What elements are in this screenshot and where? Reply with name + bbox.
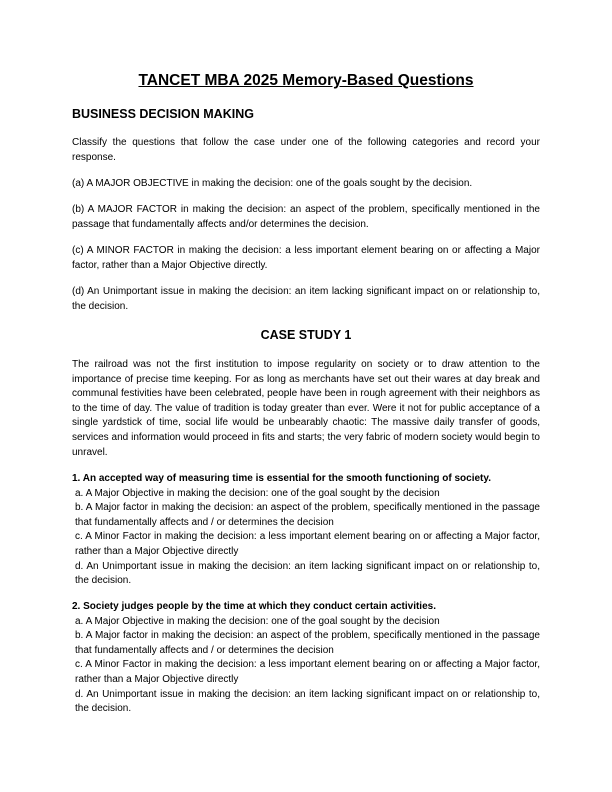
case-study-text: The railroad was not the first institution to impose regularity on society or to draw attention to the importance of precise time keeping. For as long as merchants have set out their wares at day break and communal festivities have been celebrated, people have been in rough agreement with their neighbors as to the time of day. The value of tradition is today greater than ever. Were it not for public acceptance of a single yardstick of time, social life would be unbearably chaotic: The massive daily transfer of goods, services and information would proceed in fits and starts; the very fabric of modern society would begin to unravel. xyxy=(72,359,540,458)
question-stem: 1. An accepted way of measuring time is essential for the smooth functioning of society. xyxy=(72,473,491,484)
instructions-paragraph: Classify the questions that follow the case under one of the following categories and record your response. xyxy=(72,137,540,163)
category-a: (a) A MAJOR OBJECTIVE in making the decision: one of the goals sought by the decision. xyxy=(72,178,473,189)
case-study-heading: CASE STUDY 1 xyxy=(260,328,352,342)
question-option: c. A Minor Factor in making the decision: a less important element bearing on or affecting a Major factor, rather than a Major Objective directly xyxy=(75,531,540,557)
question-2 xyxy=(72,600,540,717)
question-option: c. A Minor Factor in making the decision: a less important element bearing on or affecting a Major factor, rather than a Major Objective directly xyxy=(75,659,540,685)
page-title: TANCET MBA 2025 Memory-Based Questions xyxy=(138,72,474,89)
question-option: b. A Major factor in making the decision: an aspect of the problem, specifically mentioned in the passage that fundamentally affects and / or determines the decision xyxy=(75,630,540,656)
question-option: b. A Major factor in making the decision: an aspect of the problem, specifically mentioned in the passage that fundamentally affects and / or determines the decision xyxy=(75,502,540,528)
question-option: a. A Major Objective in making the decision: one of the goal sought by the decision xyxy=(75,487,440,499)
question-1 xyxy=(72,472,540,589)
category-c: (c) A MINOR FACTOR in making the decision: a less important element bearing on or affecting a Major factor, rather than a Major Objective directly. xyxy=(72,245,540,271)
category-d: (d) An Unimportant issue in making the decision: an item lacking significant impact on or relationship to, the decision. xyxy=(72,286,540,312)
question-option: d. An Unimportant issue in making the decision: an item lacking significant impact on or relationship to, the decision. xyxy=(75,560,540,587)
category-b: (b) A MAJOR FACTOR in making the decision: an aspect of the problem, specifically mentioned in the passage that fundamentally affects and/or determines the decision. xyxy=(72,204,540,230)
question-stem: 2. Society judges people by the time at which they conduct certain activities. xyxy=(72,601,436,612)
section-heading: BUSINESS DECISION MAKING xyxy=(72,107,254,121)
question-option: d. An Unimportant issue in making the decision: an item lacking significant impact on or relationship to, the decision. xyxy=(75,688,540,715)
question-option: a. A Major Objective in making the decision: one of the goal sought by the decision xyxy=(75,615,440,627)
